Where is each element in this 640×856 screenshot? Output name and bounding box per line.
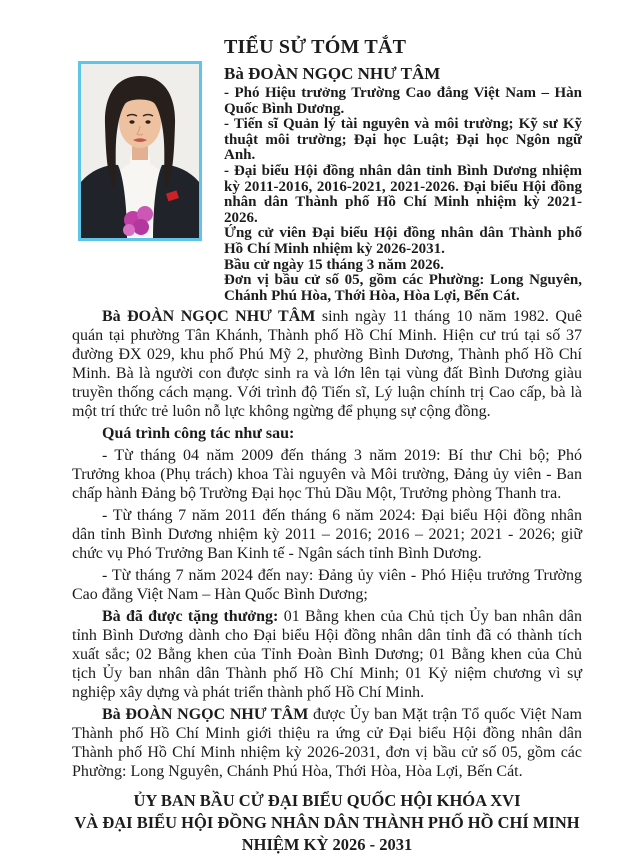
candidate-name-heading: Bà ĐOÀN NGỌC NHƯ TÂM (224, 64, 441, 83)
nomination-lead: Bà ĐOÀN NGỌC NHƯ TÂM (102, 706, 309, 724)
portrait-photo-frame (78, 61, 202, 241)
awards-paragraph (72, 607, 582, 702)
summary-line: - Phó Hiệu trưởng Trường Cao đẳng Việt Nam – Hàn Quốc Bình Dương. (224, 85, 582, 117)
summary-line: Đơn vị bầu cử số 05, gồm các Phường: Long Nguyên, Chánh Phú Hòa, Thới Hòa, Hòa Lợi, Bến Cát. (224, 272, 582, 304)
footer-line: ỦY BAN BẦU CỬ ĐẠI BIỂU QUỐC HỘI KHÓA XVI (133, 791, 521, 811)
page-title: TIỂU SỬ TÓM TẮT (224, 36, 407, 58)
awards-text: 01 Bằng khen của Chủ tịch Ủy ban nhân dân tỉnh Bình Dương dành cho Đại biểu Hội đồng nhân dân tỉnh đã có thành tích xuất sắc; 02 Bằng khen của Tỉnh Đoàn Bình Dương; 01 Bằng khen của Chủ tịch Ủy ban nhân dân Thành phố Hồ Chí Minh; 01 Kỷ niệm chương vì sự nghiệp xây dựng và phát triển thành phố Hồ Chí Minh. (72, 608, 583, 702)
nomination-paragraph (72, 705, 582, 781)
summary-column (224, 36, 582, 304)
summary-line: - Đại biểu Hội đồng nhân dân tỉnh Bình Dương nhiệm kỳ 2011-2016, 2016-2021, 2021-2026. Đại biểu Hội đồng nhân dân Thành phố Hồ Chí Minh nhiệm kỳ 2021-2026. (224, 162, 582, 226)
footer-line: NHIỆM KỲ 2026 - 2031 (241, 835, 413, 855)
footer-line: VÀ ĐẠI BIỂU HỘI ĐỒNG NHÂN DÂN THÀNH PHỐ HỒ CHÍ MINH (74, 813, 580, 833)
career-item: - Từ tháng 7 năm 2011 đến tháng 6 năm 2024: Đại biểu Hội đồng nhân dân tỉnh Bình Dương nhiệm kỳ 2011 – 2016; 2016 – 2021; 2021 - 2026; giữ chức vụ Phó Trưởng Ban Kinh tế - Ngân sách tỉnh Bình Dương. (72, 507, 582, 563)
summary-line: Ứng cử viên Đại biểu Hội đồng nhân dân Thành phố Hồ Chí Minh nhiệm kỳ 2026-2031. (224, 225, 582, 257)
election-committee-footer (72, 790, 582, 856)
biography-lead: Bà ĐOÀN NGỌC NHƯ TÂM (102, 308, 316, 326)
nomination-text: được Ủy ban Mặt trận Tổ quốc Việt Nam Thành phố Hồ Chí Minh giới thiệu ra ứng cử Đại biểu Hội đồng nhân dân Thành phố Hồ Chí Minh nhiệm kỳ 2026-2031, đơn vị bầu cử số 05, gồm các Phường: Long Nguyên, Chánh Phú Hòa, Thới Hòa, Hòa Lợi, Bến Cát. (72, 706, 582, 781)
career-item: - Từ tháng 04 năm 2009 đến tháng 3 năm 2019: Bí thư Chi bộ; Phó Trưởng khoa (Phụ trách) khoa Tài nguyên và Môi trường, Đảng ủy viên - Ban chấp hành Đảng bộ Trường Đại học Thủ Dầu Một, Trưởng phòng Thanh tra. (72, 447, 582, 503)
biography-text: sinh ngày 11 tháng 10 năm 1982. Quê quán tại phường Tân Khánh, Thành phố Hồ Chí Minh. Hiện cư trú tại số 37 đường ĐX 029, khu phố Phú Mỹ 2, phường Bình Dương, Thành phố Hồ Chí Minh. Bà là người con được sinh ra và lớn lên tại vùng đất Bình Dương giàu truyền thống cách mạng. Với trình độ Tiến sĩ, Lý luận chính trị Cao cấp, bà là một trí thức trẻ luôn nỗ lực không ngừng để phụng sự cộng đồng. (72, 308, 582, 421)
portrait-photo (78, 61, 202, 241)
biography-paragraph (72, 307, 582, 421)
summary-line: Bầu cử ngày 15 tháng 3 năm 2026. (224, 256, 444, 273)
career-heading: Quá trình công tác như sau: (102, 425, 295, 443)
awards-lead: Bà đã được tặng thưởng: (102, 608, 279, 626)
summary-line: - Tiến sĩ Quản lý tài nguyên và môi trường; Kỹ sư Kỹ thuật môi trường; Đại học Luật; Đại học Ngôn ngữ Anh. (224, 116, 582, 164)
top-section (72, 36, 582, 304)
career-item: - Từ tháng 7 năm 2024 đến nay: Đảng ủy viên - Phó Hiệu trưởng Trường Cao đẳng Việt Nam – Hàn Quốc Bình Dương; (72, 567, 582, 604)
